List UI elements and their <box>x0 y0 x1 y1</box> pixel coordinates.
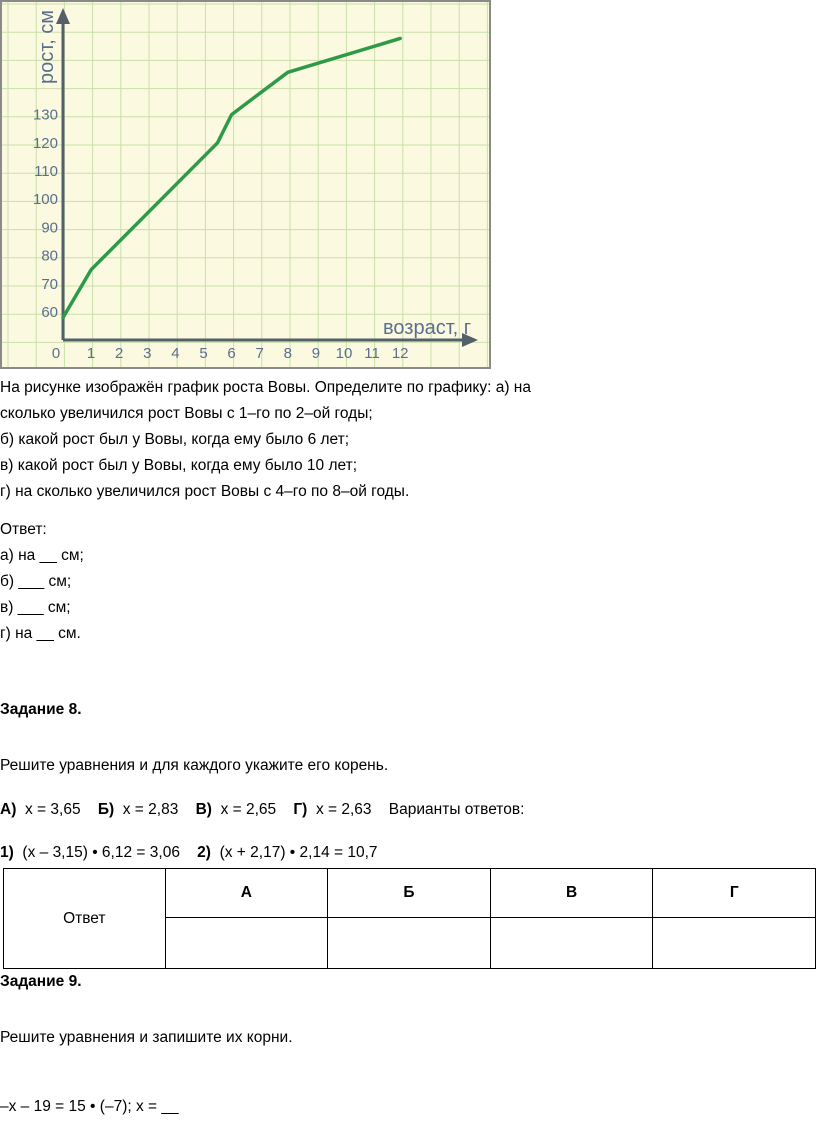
option-value: x = 2,63 <box>315 801 372 818</box>
y-tick-label: 100 <box>32 191 58 209</box>
problem-text-line-2: сколько увеличился рост Вовы с 1–го по 2–ой годы; <box>0 405 373 422</box>
y-tick-label: 90 <box>41 219 58 237</box>
x-tick-label: 5 <box>199 345 208 362</box>
answer-cell-a[interactable] <box>165 918 328 969</box>
answer-cell-g[interactable] <box>653 918 816 969</box>
equation-label: 1) <box>0 844 14 861</box>
x-tick-label: 6 <box>227 345 236 362</box>
x-tick-label: 0 <box>51 345 61 362</box>
variants-label: Варианты ответов: <box>388 801 525 818</box>
x-tick-label: 11 <box>364 345 380 362</box>
equation-expr: (x + 2,17) • 2,14 = 10,7 <box>219 844 378 861</box>
problem-text-line-1: На рисунке изображён график роста Вовы. Определите по графику: а) на <box>0 379 531 396</box>
answer-cell-b[interactable] <box>328 918 491 969</box>
x-tick-label: 12 <box>391 345 409 362</box>
option-label: Б) <box>97 801 115 818</box>
x-tick-label: 10 <box>335 345 353 362</box>
answer-v: в) ___ см; <box>0 599 71 616</box>
y-axis-label: рост, см <box>36 9 58 84</box>
task-8-instruction: Решите уравнения и для каждого укажите его корень. <box>0 757 389 774</box>
option-value: x = 2,83 <box>122 801 179 818</box>
answer-row-label: Ответ <box>4 869 166 969</box>
problem-text-line-3: б) какой рост был у Вовы, когда ему было 6 лет; <box>0 431 350 448</box>
x-tick-label: 2 <box>115 345 124 362</box>
y-tick-label: 130 <box>32 106 58 124</box>
task-8-equations <box>0 843 378 863</box>
table-header-cell: Б <box>328 869 491 918</box>
equation-expr: (x – 3,15) • 6,12 = 3,06 <box>22 844 180 861</box>
table-header-cell: В <box>490 869 653 918</box>
y-tick-label: 110 <box>34 163 58 180</box>
table-header-cell: Г <box>653 869 816 918</box>
x-tick-label: 3 <box>143 345 152 362</box>
y-tick-label: 80 <box>41 247 58 265</box>
problem-text-line-5: г) на сколько увеличился рост Вовы с 4–го по 8–ой годы. <box>0 483 410 500</box>
y-tick-label: 120 <box>32 134 58 152</box>
problem-text-line-4: в) какой рост был у Вовы, когда ему было 10 лет; <box>0 457 358 474</box>
x-tick-label: 9 <box>311 345 321 362</box>
option-label: А) <box>0 801 17 818</box>
answer-a: а) на __ см; <box>0 547 84 564</box>
x-axis-label: возраст, г <box>383 317 472 339</box>
y-tick-label: 70 <box>41 275 58 293</box>
chart-background <box>1 1 490 368</box>
task-8-options <box>0 800 524 820</box>
task-9-title: Задание 9. <box>0 973 82 990</box>
y-tick-label: 60 <box>41 304 58 321</box>
table-header-row <box>4 869 816 918</box>
answer-heading: Ответ: <box>0 521 47 538</box>
option-value: x = 3,65 <box>24 801 81 818</box>
task-8-title: Задание 8. <box>0 701 82 718</box>
x-tick-label: 1 <box>86 345 96 362</box>
x-tick-label: 7 <box>255 345 264 362</box>
x-tick-label: 8 <box>283 345 292 362</box>
option-value: x = 2,65 <box>220 801 277 818</box>
answer-table <box>3 868 816 969</box>
growth-chart <box>0 0 492 370</box>
task-9-equation: –x – 19 = 15 • (–7); x = __ <box>0 1098 179 1115</box>
task-9-instruction: Решите уравнения и запишите их корни. <box>0 1029 293 1046</box>
table-header-cell: А <box>165 869 328 918</box>
option-label: Г) <box>293 801 308 818</box>
equation-label: 2) <box>197 844 211 861</box>
answer-b: б) ___ см; <box>0 573 72 590</box>
option-label: В) <box>195 801 212 818</box>
x-tick-label: 4 <box>171 345 180 362</box>
answer-g: г) на __ см. <box>0 625 81 642</box>
answer-cell-v[interactable] <box>490 918 653 969</box>
